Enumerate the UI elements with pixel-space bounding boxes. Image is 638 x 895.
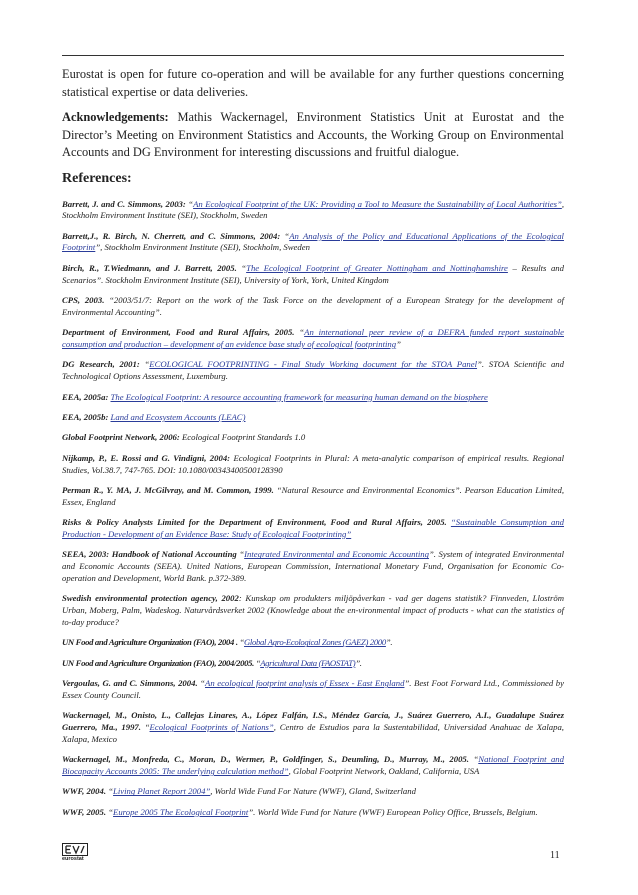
- references-list: [62, 199, 564, 819]
- reference-author: Barrett, J. and C. Simmons, 2003:: [62, 198, 186, 209]
- reference-link[interactable]: Agricultural Data (FAOSTAT): [260, 657, 356, 668]
- reference-text-tail: – Results and Scenarios”. Stockholm Environment Institute (SEI), University of York, York, United Kingdom: [62, 262, 564, 285]
- reference-author: Perman R., Y. MA, J. McGilvray, and M. Common, 1999.: [62, 484, 274, 495]
- reference-item: [62, 754, 564, 778]
- reference-text: “2003/51/7: Report on the work of the Task Force on the development of a European Strategy for the development of Environmental Accounting”.: [62, 295, 564, 317]
- reference-text-tail: ”. STOA Scientific and Technological Options Assessment, Luxemburg.: [62, 359, 564, 382]
- reference-link[interactable]: “Sustainable Consumption and Production - Development of an Evidence Base: Study of Ecological Footprinting”: [62, 517, 565, 539]
- reference-item: [62, 658, 564, 670]
- reference-item: [62, 678, 564, 702]
- reference-text-tail: ”.: [355, 657, 362, 668]
- reference-author: Vergoulas, G. and C. Simmons, 2004.: [62, 678, 198, 689]
- reference-link[interactable]: Living Planet Report 2004”: [113, 786, 211, 797]
- reference-item: [62, 637, 564, 649]
- reference-item: [62, 786, 564, 798]
- reference-item: [62, 392, 564, 404]
- reference-author: Department of Environment, Food and Rural Affairs, 2005.: [62, 327, 295, 338]
- reference-author: Global Footprint Network, 2006:: [62, 432, 180, 443]
- reference-author: Swedish environmental protection agency, 2002: [62, 593, 239, 604]
- reference-link[interactable]: An Ecological Footprint of the UK: Providing a Tool to Measure the Sustainability of Local Authorities”: [193, 198, 562, 209]
- references-heading: References:: [62, 170, 132, 186]
- reference-text: “: [280, 230, 290, 241]
- acknowledgements-paragraph: [62, 109, 564, 162]
- header-rule: [62, 55, 564, 56]
- reference-text-tail: ”. World Wide Fund for Nature (WWF) European Policy Office, Brussels, Belgium.: [248, 806, 538, 817]
- reference-item: [62, 412, 564, 424]
- reference-text-tail: ”.: [385, 637, 393, 648]
- acknowledgements-text: Mathis Wackernagel, Environment Statistics Unit at Eurostat and the Director’s Meeting on Environment Statistics and Accounts, the Working Group on Environmental Accounts and DG Environment for interesting discussions and fruitful dialogue.: [62, 110, 564, 159]
- reference-text: “: [236, 549, 245, 560]
- reference-author: EEA, 2005a:: [62, 391, 109, 402]
- reference-author: WWF, 2005.: [62, 806, 107, 817]
- reference-text-tail: ”. System of integrated Environmental and Economic Accounts (SEEA). United Nations, European Commission, International Monetary Fund, Organisation for Economic Co-operation and Development, World Bank. p.372-389.: [62, 549, 564, 583]
- reference-text-tail: ”, Stockholm Environment Institute (SEI), Stockholm, Sweden: [95, 242, 310, 253]
- reference-text: “: [237, 637, 244, 648]
- reference-link[interactable]: Ecological Footprints of Nations”: [149, 722, 274, 733]
- reference-item: [62, 199, 564, 223]
- acknowledgements-label: Acknowledgements:: [62, 110, 169, 124]
- reference-link[interactable]: Integrated Environmental and Economic Accounting: [244, 549, 429, 560]
- reference-item: [62, 710, 564, 745]
- page-number: 11: [550, 850, 560, 861]
- reference-link[interactable]: Europe 2005 The Ecological Footprint: [113, 806, 249, 817]
- reference-text: “: [236, 262, 247, 273]
- reference-text-tail: , Global Footprint Network, Oakland, California, USA: [288, 766, 480, 777]
- reference-item: [62, 359, 564, 383]
- reference-text: Ecological Footprints in Plural: A meta-analytic comparison of empirical results. Regional Studies, Vol.38.7, 747-765. DOI: 10.1080/00343400500128390: [62, 452, 565, 475]
- reference-author: Risks & Policy Analysts Limited for the Department of Environment, Food and Rural Affairs, 2005.: [62, 517, 447, 528]
- reference-link[interactable]: The Ecological Footprint of Greater Nottingham and Nottinghamshire: [246, 262, 508, 273]
- reference-text: “: [468, 754, 479, 765]
- reference-author: Barrett,J., R. Birch, N. Cherrett, and C. Simmons, 2004:: [62, 230, 281, 241]
- reference-text: : Kunskap om produkters miljöpåverkan - vad ger dagens statistik? Finnveden, Lloström Urban, Moberg, Palm, Wadeskog. Naturvårdsverket 2002 (Knowledge about the en-vironmental impact of products - what can the statistics of to-day produce?: [62, 593, 564, 627]
- reference-author: EEA, 2005b:: [62, 412, 109, 423]
- logo-mark-icon: [62, 843, 88, 856]
- reference-text: Ecological Footprint Standards 1.0: [179, 432, 306, 443]
- reference-text: “: [140, 722, 150, 733]
- reference-item: [62, 231, 564, 255]
- reference-text: “: [294, 327, 305, 338]
- reference-item: [62, 432, 564, 444]
- reference-text-tail: ”. Best Foot Forward Ltd., Commissioned by Essex County Council.: [62, 678, 564, 700]
- reference-author: WWF, 2004.: [62, 786, 107, 797]
- reference-item: [62, 807, 564, 819]
- reference-item: [62, 485, 564, 509]
- reference-item: [62, 593, 564, 628]
- reference-text-tail: , World Wide Fund For Nature (WWF), Gland, Switzerland: [210, 786, 416, 797]
- reference-item: [62, 517, 564, 541]
- cooperation-paragraph: Eurostat is open for future co-operation and will be available for any further questions concerning statistical expertise or data deliveries.: [62, 67, 564, 99]
- reference-text-tail: ”: [396, 339, 401, 350]
- reference-link[interactable]: National Footprint and Biocapacity Accounts 2005: The underlying calculation method”: [62, 754, 564, 777]
- reference-item: [62, 263, 564, 287]
- reference-link[interactable]: The Ecological Footprint: A resource accounting framework for measuring human demand on the biosphere: [110, 391, 488, 402]
- reference-author: Birch, R., T.Wiedmann, and J. Barrett, 2005.: [62, 262, 237, 273]
- reference-author: SEEA, 2003: Handbook of National Accounting: [62, 549, 237, 560]
- reference-text: “: [106, 806, 114, 817]
- reference-link[interactable]: An ecological footprint analysis of Essex - East England: [205, 678, 405, 689]
- reference-author: Nijkamp, P., E. Rossi and G. Vindigni, 2004:: [62, 452, 231, 463]
- page-content: [62, 66, 564, 827]
- reference-author: Wackernagel, M., Onisto, L., Callejas Linares, A., López Falfán, I.S., Méndez García, J., Suárez Guerrero, A.I., Guadalupe Suárez Guerrero, Ma., 1997.: [62, 710, 564, 733]
- reference-author: UN Food and Agriculture Organization (FAO), 2004 .: [62, 637, 238, 648]
- reference-item: [62, 327, 564, 351]
- reference-link[interactable]: Land and Ecosystem Accounts (LEAC): [110, 412, 246, 423]
- reference-link[interactable]: An Analysis of the Policy and Educational Applications of the Ecological Footprint: [62, 230, 564, 253]
- reference-text: “: [197, 678, 206, 689]
- reference-text: “: [139, 359, 150, 370]
- reference-author: DG Research, 2001:: [62, 359, 140, 370]
- reference-text: “Natural Resource and Environmental Economics”. Pearson Education Limited, Essex, England: [62, 484, 564, 507]
- eurostat-logo: [62, 843, 88, 862]
- logo-text: eurostat: [62, 856, 84, 862]
- reference-author: CPS, 2003.: [62, 295, 105, 306]
- reference-text: “: [253, 657, 261, 668]
- reference-item: [62, 549, 564, 584]
- reference-link[interactable]: Global Agro-Ecological Zones (GAEZ) 2000: [244, 637, 386, 648]
- reference-author: UN Food and Agriculture Organization (FAO), 2004/2005.: [62, 657, 254, 668]
- reference-text-tail: , Centro de Estudios para la Sustentabilidad, Universidad Anahuac de Xalapa, Xalapa, Mexico: [62, 722, 564, 744]
- reference-author: Wackernagel, M., Monfreda, C., Moran, D., Wermer, P., Goldfinger, S., Deumling, D., Murray, M., 2005.: [62, 754, 469, 765]
- reference-text: “: [185, 198, 194, 209]
- reference-link[interactable]: ECOLOGICAL FOOTPRINTING - Final Study Working document for the STOA Panel: [149, 359, 478, 370]
- reference-item: [62, 453, 564, 477]
- reference-text-tail: , Stockholm Environment Institute (SEI), Stockholm, Sweden: [62, 198, 564, 221]
- reference-text: “: [106, 786, 114, 797]
- reference-item: [62, 295, 564, 319]
- reference-link[interactable]: An international peer review of a DEFRA funded report sustainable consumption and production – development of an evidence base study of ecological footprinting: [62, 327, 564, 350]
